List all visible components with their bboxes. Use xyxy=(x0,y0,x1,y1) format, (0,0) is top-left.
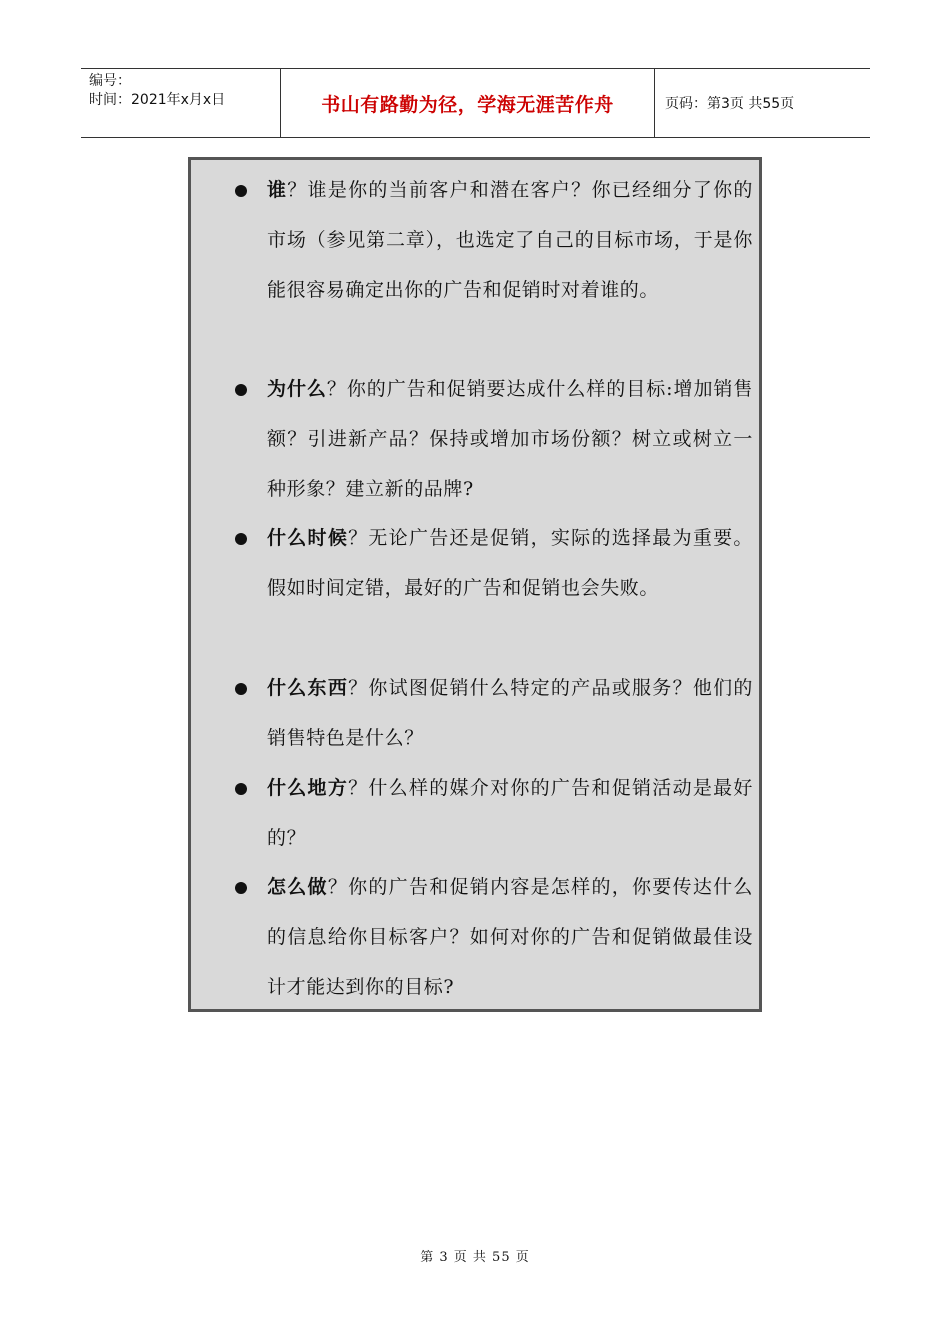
header-page-info xyxy=(655,69,870,137)
item-body: ？你试图促销什么特定的产品或服务？他们的销售特色是什么？ xyxy=(267,677,753,749)
bullet-icon xyxy=(235,783,247,795)
bullet-icon xyxy=(235,882,247,894)
bullet-icon xyxy=(235,384,247,396)
page-info-text: 页码：第3页 共55页 xyxy=(665,96,795,112)
item-body: ？什么样的媒介对你的广告和促销活动是最好的？ xyxy=(267,777,753,849)
item-term: 怎么做 xyxy=(267,876,328,898)
header-meta xyxy=(81,69,281,137)
item-term: 什么地方 xyxy=(267,777,349,799)
item-term: 什么时候 xyxy=(267,527,349,549)
page-footer xyxy=(0,1246,950,1265)
item-body: ？无论广告还是促销，实际的选择最为重要。假如时间定错，最好的广告和促销也会失败。 xyxy=(267,527,753,599)
item-term: 什么东西 xyxy=(267,677,349,699)
serial-number-label: 编号： xyxy=(89,73,131,89)
bullet-icon xyxy=(235,683,247,695)
date-line: 时间：2021年x月x日 xyxy=(89,92,226,108)
bullet-icon xyxy=(235,533,247,545)
item-body: ？你的广告和促销内容是怎样的，你要传达什么的信息给你目标客户？如何对你的广告和促销做最佳设计才能达到你的目标? xyxy=(267,876,753,998)
content-box xyxy=(188,157,762,1012)
item-term: 为什么 xyxy=(267,378,327,400)
bullet-icon xyxy=(235,185,247,197)
motto-text: 书山有路勤为径，学海无涯苦作舟 xyxy=(321,93,614,116)
item-body: ？你的广告和促销要达成什么样的目标:增加销售额？引进新产品？保持或增加市场份额？树立或树立一种形象？建立新的品牌? xyxy=(267,378,753,500)
item-body: ？谁是你的当前客户和潜在客户？你已经细分了你的市场（参见第二章），也选定了自己的目标市场，于是你能很容易确定出你的广告和促销时对着谁的。 xyxy=(267,179,753,301)
footer-page-number: 第 3 页 共 55 页 xyxy=(420,1250,530,1265)
header-motto xyxy=(281,69,655,137)
document-header xyxy=(81,68,870,138)
item-term: 谁 xyxy=(267,179,288,201)
